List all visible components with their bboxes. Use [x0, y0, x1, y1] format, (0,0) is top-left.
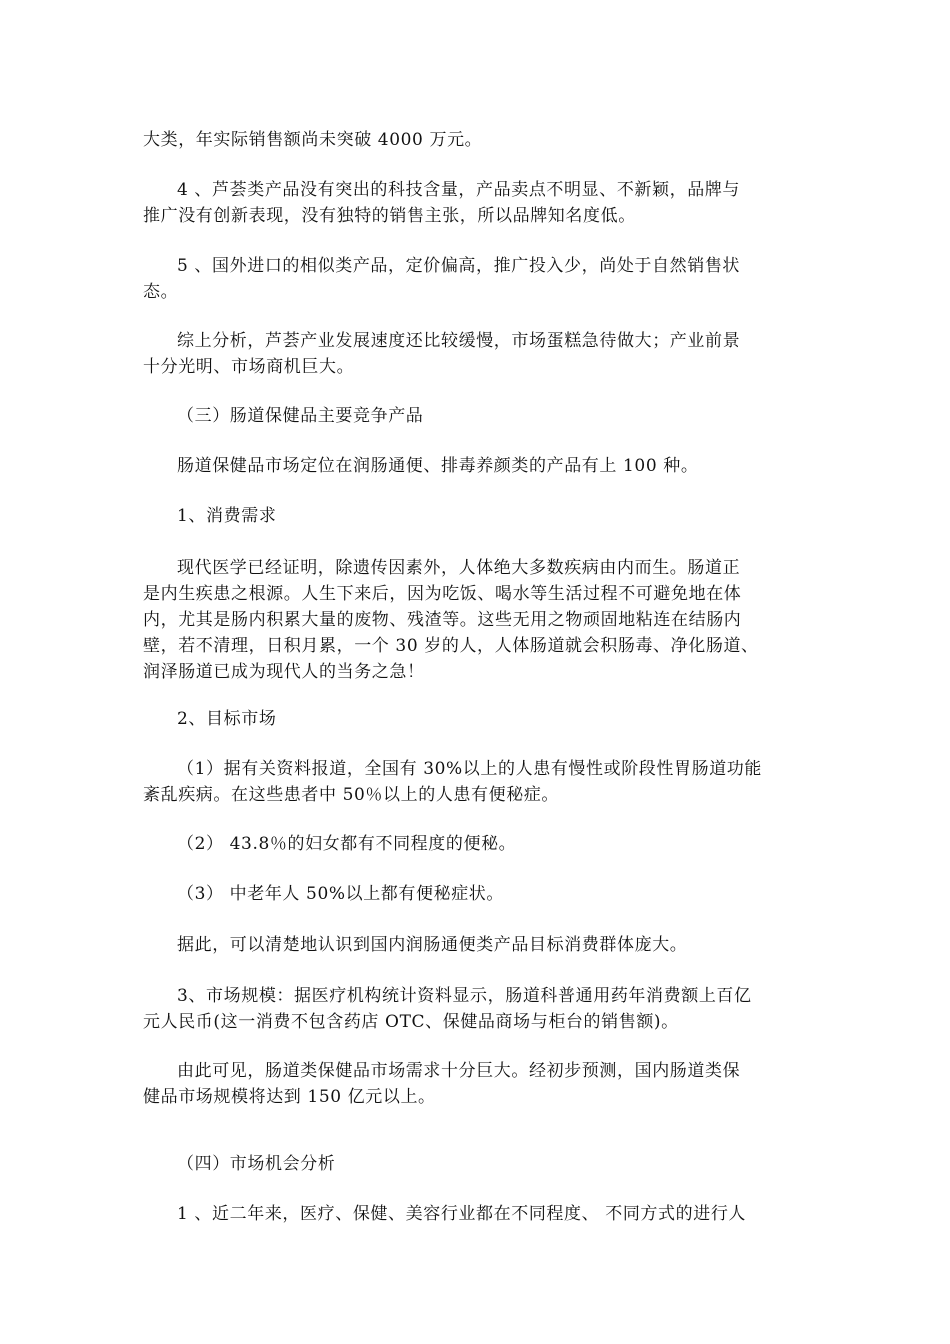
text-line: 元人民币(这一消费不包含药店 OTC、保健品商场与柜台的销售额)。 [143, 1012, 679, 1032]
text-line: 1、消费需求 [177, 506, 277, 526]
paragraph-conclusion-target [143, 932, 807, 958]
subheading-consumer-demand [143, 503, 807, 529]
paragraph-opportunity-1 [143, 1201, 807, 1227]
paragraph-aloe-summary [143, 328, 807, 380]
text-line: 润泽肠道已成为现代人的当务之急！ [143, 662, 425, 682]
text-line: （四）市场机会分析 [177, 1154, 336, 1174]
text-line: （三）肠道保健品主要竞争产品 [177, 406, 424, 426]
text-line: 健品市场规模将达到 150 亿元以上。 [143, 1087, 436, 1107]
text-line: 现代医学已经证明，除遗传因素外，人体绝大多数疾病由内而生。肠道正 [177, 558, 741, 578]
paragraph-market-size [143, 983, 807, 1035]
text-line: （2） 43.8％的妇女都有不同程度的便秘。 [177, 834, 517, 854]
text-line: 内，尤其是肠内积累大量的废物、残渣等。这些无用之物顽固地粘连在结肠内 [143, 610, 742, 630]
text-line: 是内生疾患之根源。人生下来后，因为吃饭、喝水等生活过程不可避免地在体 [143, 584, 742, 604]
text-line: 综上分析，芦荟产业发展速度还比较缓慢，市场蛋糕急待做大；产业前景 [177, 331, 741, 351]
text-line: （1）据有关资料报道，全国有 30%以上的人患有慢性或阶段性胃肠道功能 [177, 759, 763, 779]
text-line: 3、市场规模：据医疗机构统计资料显示，肠道科普通用药年消费额上百亿 [177, 986, 752, 1006]
paragraph-target-1 [143, 756, 807, 808]
subheading-target-market [143, 706, 807, 732]
text-line: 大类，年实际销售额尚未突破 4000 万元。 [143, 130, 483, 150]
paragraph-target-2 [143, 831, 807, 857]
paragraph-intestinal-products [143, 453, 807, 479]
text-line: 推广没有创新表现，没有独特的销售主张，所以品牌知名度低。 [143, 206, 636, 226]
paragraph-target-3 [143, 881, 807, 907]
text-line: 据此，可以清楚地认识到国内润肠通便类产品目标消费群体庞大。 [177, 935, 688, 955]
text-line: 4 、芦荟类产品没有突出的科技含量，产品卖点不明显、不新颖，品牌与 [177, 180, 741, 200]
text-line: 5 、国外进口的相似类产品，定价偏高，推广投入少，尚处于自然销售状 [177, 256, 741, 276]
paragraph-modern-medicine [143, 555, 807, 685]
text-line: 壁，若不清理，日积月累，一个 30 岁的人，人体肠道就会积肠毒、净化肠道、 [143, 636, 759, 656]
text-line: 十分光明、市场商机巨大。 [143, 357, 355, 377]
text-line: 紊乱疾病。在这些患者中 50％以上的人患有便秘症。 [143, 785, 560, 805]
text-line: 1 、近二年来，医疗、保健、美容行业都在不同程度、 不同方式的进行人 [177, 1204, 747, 1224]
text-line: 由此可见，肠道类保健品市场需求十分巨大。经初步预测，国内肠道类保 [177, 1061, 741, 1081]
paragraph-aloe-point-4 [143, 177, 807, 229]
text-line: 态。 [143, 282, 179, 302]
section-heading-three [143, 403, 807, 429]
paragraph-aloe-point-5 [143, 253, 807, 305]
text-line: 肠道保健品市场定位在润肠通便、排毒养颜类的产品有上 100 种。 [177, 456, 699, 476]
paragraph-market-forecast [143, 1058, 807, 1110]
text-line: 2、目标市场 [177, 709, 277, 729]
text-line: （3） 中老年人 50%以上都有便秘症状。 [177, 884, 505, 904]
paragraph-aloe-sales [143, 127, 807, 153]
section-heading-four [143, 1151, 807, 1177]
